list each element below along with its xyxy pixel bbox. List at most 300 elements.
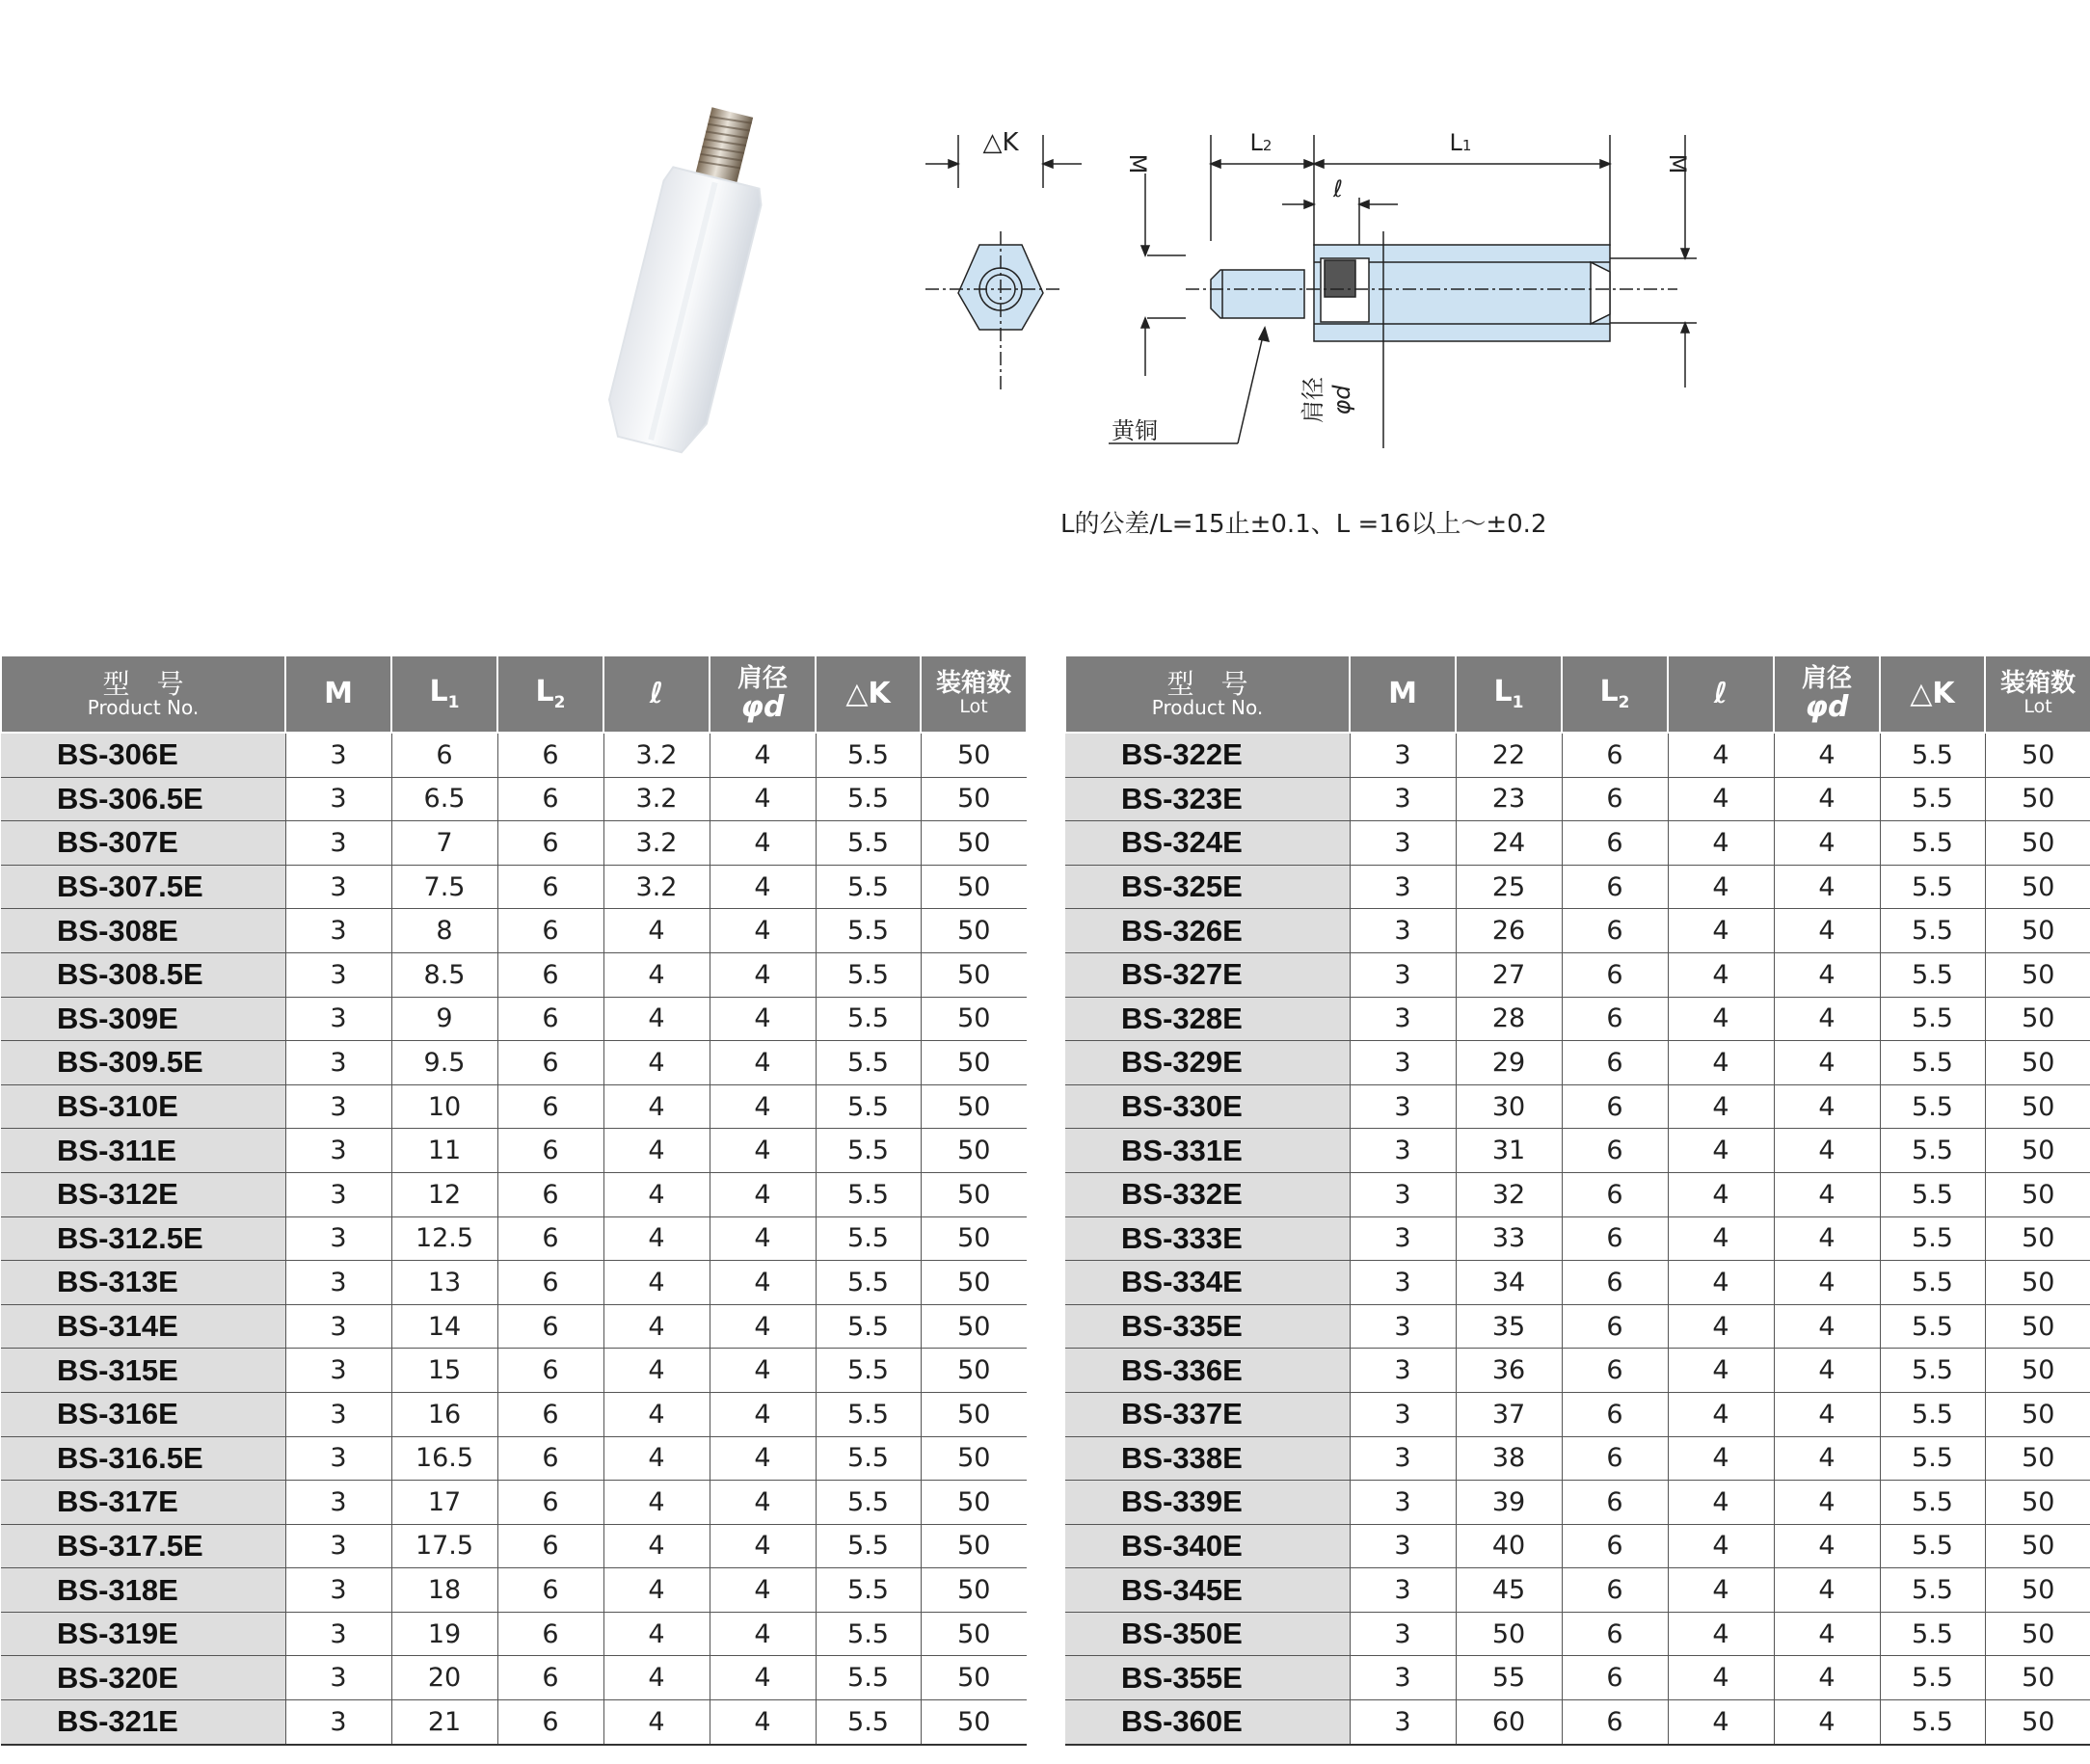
ell-cell: 4	[1668, 1261, 1774, 1305]
l2-cell: 6	[1562, 1392, 1668, 1436]
ell-cell: 4	[1668, 1216, 1774, 1261]
table-row	[1, 1349, 1027, 1393]
dk-cell: 5.5	[816, 1612, 921, 1656]
lot-cell: 50	[1985, 1349, 2090, 1393]
col-ell: ℓ	[1668, 655, 1774, 733]
lot-cell: 50	[921, 1700, 1027, 1745]
l1-cell: 22	[1456, 733, 1562, 777]
l1-cell: 24	[1456, 821, 1562, 866]
l1-cell: 28	[1456, 997, 1562, 1041]
dk-cell: 5.5	[816, 1436, 921, 1481]
col-phid: 肩径 φd	[710, 655, 816, 733]
product-no-cell: BS-325E	[1065, 865, 1350, 909]
m-cell: 3	[1350, 1568, 1456, 1613]
product-no-cell: BS-308E	[1, 909, 285, 953]
phid-cell: 4	[710, 1568, 816, 1613]
table-row	[1, 1612, 1027, 1656]
product-no-cell: BS-335E	[1065, 1304, 1350, 1349]
dk-cell: 5.5	[1880, 1700, 1985, 1745]
lot-cell: 50	[921, 997, 1027, 1041]
phid-cell: 4	[1774, 733, 1880, 777]
product-no-cell: BS-307.5E	[1, 865, 285, 909]
phid-cell: 4	[1774, 1524, 1880, 1568]
product-no-cell: BS-308.5E	[1, 952, 285, 997]
l2-cell: 6	[1562, 1700, 1668, 1745]
phid-cell: 4	[710, 1524, 816, 1568]
lot-cell: 50	[921, 1392, 1027, 1436]
l2-cell: 6	[497, 1656, 603, 1700]
table-row	[1, 952, 1027, 997]
m-cell: 3	[285, 997, 391, 1041]
svg-text:L2	[1250, 129, 1273, 156]
col-dk: △K	[1880, 655, 1985, 733]
l2-cell: 6	[1562, 733, 1668, 777]
tolerance-note: L的公差/L=15止±0.1、L =16以上～±0.2	[1060, 510, 1547, 539]
l1-cell: 14	[391, 1304, 497, 1349]
spec-table-right	[1064, 655, 2090, 1746]
lot-cell: 50	[921, 865, 1027, 909]
dk-cell: 5.5	[1880, 1216, 1985, 1261]
table-row	[1, 733, 1027, 777]
m-cell: 3	[1350, 1129, 1456, 1173]
ell-cell: 4	[603, 1084, 710, 1129]
ell-cell: 4	[603, 1436, 710, 1481]
product-no-cell: BS-306E	[1, 733, 285, 777]
lot-cell: 50	[921, 1436, 1027, 1481]
table-row	[1, 777, 1027, 821]
m-cell: 3	[285, 1700, 391, 1745]
product-no-cell: BS-327E	[1065, 952, 1350, 997]
dk-cell: 5.5	[1880, 1524, 1985, 1568]
dk-cell: 5.5	[1880, 1392, 1985, 1436]
m-cell: 3	[1350, 777, 1456, 821]
m-cell: 3	[285, 909, 391, 953]
dk-cell: 5.5	[1880, 865, 1985, 909]
ell-cell: 4	[1668, 1656, 1774, 1700]
col-dk: △K	[816, 655, 921, 733]
lot-cell: 50	[1985, 1392, 2090, 1436]
l1-cell: 6	[391, 733, 497, 777]
table-row	[1, 865, 1027, 909]
l2-cell: 6	[497, 1349, 603, 1393]
m-label-left: M	[1124, 153, 1151, 174]
lot-cell: 50	[1985, 1700, 2090, 1745]
product-no-cell: BS-339E	[1065, 1481, 1350, 1525]
table-row	[1, 1129, 1027, 1173]
dk-cell: 5.5	[1880, 1261, 1985, 1305]
l2-cell: 6	[497, 1568, 603, 1613]
table-row	[1065, 997, 2090, 1041]
l1-cell: 26	[1456, 909, 1562, 953]
lot-cell: 50	[921, 1261, 1027, 1305]
product-no-cell: BS-315E	[1, 1349, 285, 1393]
lot-cell: 50	[1985, 1261, 2090, 1305]
table-row	[1, 1436, 1027, 1481]
m-cell: 3	[285, 1216, 391, 1261]
ell-cell: 4	[603, 1304, 710, 1349]
m-cell: 3	[1350, 909, 1456, 953]
product-no-cell: BS-360E	[1065, 1700, 1350, 1745]
m-cell: 3	[285, 1568, 391, 1613]
table-body	[1065, 733, 2090, 1745]
l2-cell: 6	[497, 1041, 603, 1085]
ell-cell: 4	[603, 1568, 710, 1613]
phid-cell: 4	[1774, 1129, 1880, 1173]
product-no-cell: BS-322E	[1065, 733, 1350, 777]
lot-cell: 50	[921, 1129, 1027, 1173]
m-cell: 3	[285, 1084, 391, 1129]
lot-cell: 50	[1985, 997, 2090, 1041]
l2-cell: 6	[497, 1172, 603, 1216]
phid-cell: 4	[1774, 821, 1880, 866]
l2-cell: 6	[497, 1481, 603, 1525]
ell-cell: 4	[1668, 865, 1774, 909]
l1-cell: 50	[1456, 1612, 1562, 1656]
l1-cell: 7.5	[391, 865, 497, 909]
dk-cell: 5.5	[816, 1261, 921, 1305]
table-row	[1065, 952, 2090, 997]
phid-cell: 4	[710, 1700, 816, 1745]
l2-cell: 6	[1562, 1436, 1668, 1481]
m-cell: 3	[285, 1481, 391, 1525]
phid-cell: 4	[1774, 1700, 1880, 1745]
ell-cell: 4	[1668, 1568, 1774, 1613]
material-label: 黄铜	[1112, 417, 1158, 444]
product-no-cell: BS-323E	[1065, 777, 1350, 821]
lot-cell: 50	[921, 1656, 1027, 1700]
product-no-cell: BS-336E	[1065, 1349, 1350, 1393]
lot-cell: 50	[1985, 1568, 2090, 1613]
phid-cell: 4	[710, 1041, 816, 1085]
l1-cell: 55	[1456, 1656, 1562, 1700]
phid-cell: 4	[1774, 1216, 1880, 1261]
table-row	[1065, 1349, 2090, 1393]
ell-cell: 4	[603, 1172, 710, 1216]
lot-cell: 50	[921, 1084, 1027, 1129]
lot-cell: 50	[921, 1524, 1027, 1568]
l2-cell: 6	[1562, 1216, 1668, 1261]
col-lot: 装箱数 Lot	[1985, 655, 2090, 733]
lot-cell: 50	[921, 1041, 1027, 1085]
lot-cell: 50	[1985, 1304, 2090, 1349]
ell-cell: 4	[1668, 909, 1774, 953]
ell-cell: 4	[603, 1481, 710, 1525]
table-row	[1, 1172, 1027, 1216]
phid-cell: 4	[710, 1481, 816, 1525]
phid-cell: 4	[1774, 1304, 1880, 1349]
lot-cell: 50	[921, 1304, 1027, 1349]
table-row	[1065, 1129, 2090, 1173]
phid-cell: 4	[710, 997, 816, 1041]
product-no-cell: BS-332E	[1065, 1172, 1350, 1216]
dk-cell: 5.5	[1880, 1129, 1985, 1173]
product-no-cell: BS-331E	[1065, 1129, 1350, 1173]
phid-cell: 4	[1774, 1172, 1880, 1216]
l2-cell: 6	[1562, 821, 1668, 866]
m-cell: 3	[1350, 1261, 1456, 1305]
dk-cell: 5.5	[1880, 1481, 1985, 1525]
l2-cell: 6	[497, 909, 603, 953]
ell-cell: 4	[603, 952, 710, 997]
phid-cell: 4	[1774, 1084, 1880, 1129]
dk-cell: 5.5	[816, 997, 921, 1041]
m-cell: 3	[285, 1349, 391, 1393]
dk-cell: 5.5	[816, 1172, 921, 1216]
ell-cell: 4	[603, 1700, 710, 1745]
m-cell: 3	[1350, 821, 1456, 866]
dk-cell: 5.5	[816, 865, 921, 909]
m-cell: 3	[285, 1524, 391, 1568]
l2-cell: 6	[1562, 1129, 1668, 1173]
l1-cell: 36	[1456, 1349, 1562, 1393]
l1-label: L	[1449, 129, 1462, 156]
dk-cell: 5.5	[816, 1524, 921, 1568]
lot-cell: 50	[921, 821, 1027, 866]
lot-cell: 50	[1985, 1481, 2090, 1525]
dk-cell: 5.5	[816, 1084, 921, 1129]
m-cell: 3	[285, 1612, 391, 1656]
product-no-cell: BS-307E	[1, 821, 285, 866]
m-cell: 3	[285, 1392, 391, 1436]
phid-cell: 4	[1774, 1261, 1880, 1305]
product-no-cell: BS-310E	[1, 1084, 285, 1129]
dk-cell: 5.5	[1880, 821, 1985, 866]
ell-cell: 4	[1668, 1612, 1774, 1656]
m-cell: 3	[285, 733, 391, 777]
table-header-row	[1065, 655, 2090, 733]
phid-cell: 4	[1774, 1041, 1880, 1085]
lot-cell: 50	[921, 1172, 1027, 1216]
phid-cell: 4	[710, 733, 816, 777]
dk-cell: 5.5	[816, 1568, 921, 1613]
m-cell: 3	[1350, 1392, 1456, 1436]
m-cell: 3	[1350, 1084, 1456, 1129]
phid-cell: 4	[1774, 1612, 1880, 1656]
l2-cell: 6	[497, 1304, 603, 1349]
dk-cell: 5.5	[816, 1700, 921, 1745]
phid-cell: 4	[710, 1612, 816, 1656]
phid-cell: 4	[710, 1436, 816, 1481]
lot-cell: 50	[921, 1568, 1027, 1613]
dk-cell: 5.5	[1880, 1041, 1985, 1085]
l2-cell: 6	[1562, 1084, 1668, 1129]
product-no-cell: BS-324E	[1065, 821, 1350, 866]
product-no-cell: BS-317E	[1, 1481, 285, 1525]
l1-cell: 15	[391, 1349, 497, 1393]
l1-cell: 35	[1456, 1304, 1562, 1349]
ell-cell: 4	[1668, 1524, 1774, 1568]
m-cell: 3	[285, 1172, 391, 1216]
l2-cell: 6	[1562, 1568, 1668, 1613]
l2-cell: 6	[497, 1436, 603, 1481]
phid-cell: 4	[710, 1656, 816, 1700]
ell-cell: 4	[603, 1612, 710, 1656]
product-no-cell: BS-333E	[1065, 1216, 1350, 1261]
phid-cell: 4	[1774, 1436, 1880, 1481]
ell-cell: 4	[1668, 821, 1774, 866]
dk-cell: 5.5	[816, 1349, 921, 1393]
m-cell: 3	[1350, 1656, 1456, 1700]
dk-cell: 5.5	[816, 1041, 921, 1085]
svg-text:△K	[982, 128, 1019, 157]
col-product-no: 型号 Product No.	[1065, 655, 1350, 733]
m-cell: 3	[1350, 1436, 1456, 1481]
lot-cell: 50	[1985, 1172, 2090, 1216]
product-no-cell: BS-355E	[1065, 1656, 1350, 1700]
l2-cell: 6	[497, 1612, 603, 1656]
dk-cell: 5.5	[816, 733, 921, 777]
dk-cell: 5.5	[1880, 1656, 1985, 1700]
spec-table-left	[0, 655, 1028, 1746]
table-row	[1, 1084, 1027, 1129]
lot-cell: 50	[1985, 777, 2090, 821]
m-cell: 3	[1350, 733, 1456, 777]
m-cell: 3	[285, 1041, 391, 1085]
l2-cell: 6	[1562, 1349, 1668, 1393]
product-no-cell: BS-311E	[1, 1129, 285, 1173]
table-row	[1, 1041, 1027, 1085]
lot-cell: 50	[1985, 1216, 2090, 1261]
m-cell: 3	[1350, 1041, 1456, 1085]
lot-cell: 50	[1985, 1656, 2090, 1700]
svg-text:肩径	[1300, 377, 1326, 423]
col-l1: $L_1$	[1456, 655, 1562, 733]
lot-cell: 50	[921, 909, 1027, 953]
shoulder-label: 肩径	[1300, 377, 1326, 423]
m-cell: 3	[285, 952, 391, 997]
table-row	[1065, 1700, 2090, 1745]
product-no-cell: BS-306.5E	[1, 777, 285, 821]
l1-cell: 21	[391, 1700, 497, 1745]
dk-cell: 5.5	[1880, 1172, 1985, 1216]
product-no-cell: BS-320E	[1, 1656, 285, 1700]
l1-cell: 6.5	[391, 777, 497, 821]
col-m: M	[285, 655, 391, 733]
ell-cell: 4	[603, 1216, 710, 1261]
l2-cell: 6	[1562, 1041, 1668, 1085]
ell-cell: 4	[1668, 1304, 1774, 1349]
svg-text:M	[1124, 154, 1151, 174]
m-cell: 3	[1350, 865, 1456, 909]
table-row	[1065, 1656, 2090, 1700]
table-row	[1065, 1612, 2090, 1656]
l1-cell: 16	[391, 1392, 497, 1436]
ell-cell: 4	[1668, 1041, 1774, 1085]
table-row	[1, 821, 1027, 866]
lot-cell: 50	[1985, 909, 2090, 953]
product-no-cell: BS-318E	[1, 1568, 285, 1613]
lot-cell: 50	[921, 1216, 1027, 1261]
l2-cell: 6	[497, 1216, 603, 1261]
ell-cell: 3.2	[603, 865, 710, 909]
l1-cell: 25	[1456, 865, 1562, 909]
m-cell: 3	[285, 1656, 391, 1700]
dk-cell: 5.5	[816, 821, 921, 866]
phid-cell: 4	[1774, 909, 1880, 953]
ell-cell: 4	[603, 1656, 710, 1700]
product-no-cell: BS-330E	[1065, 1084, 1350, 1129]
phid-cell: 4	[710, 952, 816, 997]
l1-cell: 12	[391, 1172, 497, 1216]
phid-cell: 4	[1774, 952, 1880, 997]
l1-cell: 29	[1456, 1041, 1562, 1085]
m-label-right: M	[1664, 153, 1691, 174]
product-no-cell: BS-319E	[1, 1612, 285, 1656]
l2-cell: 6	[497, 1129, 603, 1173]
col-m: M	[1350, 655, 1456, 733]
ell-cell: 4	[1668, 1349, 1774, 1393]
l1-cell: 11	[391, 1129, 497, 1173]
dk-cell: 5.5	[816, 1216, 921, 1261]
table-row	[1065, 733, 2090, 777]
table-row	[1, 1656, 1027, 1700]
ell-cell: 4	[1668, 997, 1774, 1041]
dk-cell: 5.5	[1880, 1084, 1985, 1129]
phid-cell: 4	[710, 865, 816, 909]
ell-cell: 4	[603, 1261, 710, 1305]
l2-cell: 6	[497, 1261, 603, 1305]
l1-cell: 38	[1456, 1436, 1562, 1481]
ell-cell: 4	[1668, 1481, 1774, 1525]
l1-cell: 27	[1456, 952, 1562, 997]
svg-text:φd	[1328, 385, 1355, 415]
lot-cell: 50	[1985, 1129, 2090, 1173]
table-row	[1065, 1481, 2090, 1525]
phid-cell: 4	[710, 1261, 816, 1305]
phid-cell: 4	[710, 1216, 816, 1261]
svg-text:ℓ	[1332, 175, 1343, 202]
ell-cell: 4	[1668, 1129, 1774, 1173]
dk-cell: 5.5	[816, 909, 921, 953]
l1-cell: 9	[391, 997, 497, 1041]
phid-cell: 4	[710, 1084, 816, 1129]
product-no-cell: BS-345E	[1065, 1568, 1350, 1613]
table-body	[1, 733, 1027, 1745]
l1-cell: 8.5	[391, 952, 497, 997]
m-cell: 3	[1350, 952, 1456, 997]
m-cell: 3	[285, 1129, 391, 1173]
l2-cell: 6	[497, 1700, 603, 1745]
ell-cell: 4	[603, 1349, 710, 1393]
lot-cell: 50	[1985, 1084, 2090, 1129]
svg-text:M	[1664, 154, 1691, 174]
l1-cell: 10	[391, 1084, 497, 1129]
product-no-cell: BS-328E	[1065, 997, 1350, 1041]
table-row	[1065, 1261, 2090, 1305]
dk-cell: 5.5	[1880, 997, 1985, 1041]
phid-cell: 4	[1774, 777, 1880, 821]
m-cell: 3	[1350, 997, 1456, 1041]
table-row	[1065, 1436, 2090, 1481]
l2-cell: 6	[497, 821, 603, 866]
l2-cell: 6	[1562, 1172, 1668, 1216]
phid-cell: 4	[1774, 1568, 1880, 1613]
dk-cell: 5.5	[816, 1656, 921, 1700]
l2-cell: 6	[1562, 777, 1668, 821]
dk-cell: 5.5	[1880, 1349, 1985, 1393]
ell-cell: 4	[603, 997, 710, 1041]
phid-cell: 4	[710, 777, 816, 821]
lot-cell: 50	[1985, 733, 2090, 777]
ell-cell: 4	[1668, 1172, 1774, 1216]
lot-cell: 50	[1985, 865, 2090, 909]
m-cell: 3	[285, 1304, 391, 1349]
l1-cell: 60	[1456, 1700, 1562, 1745]
col-l1: $L_1$	[391, 655, 497, 733]
col-product-no: 型号 Product No.	[1, 655, 285, 733]
m-cell: 3	[285, 1436, 391, 1481]
phid-label: φd	[1328, 385, 1355, 415]
